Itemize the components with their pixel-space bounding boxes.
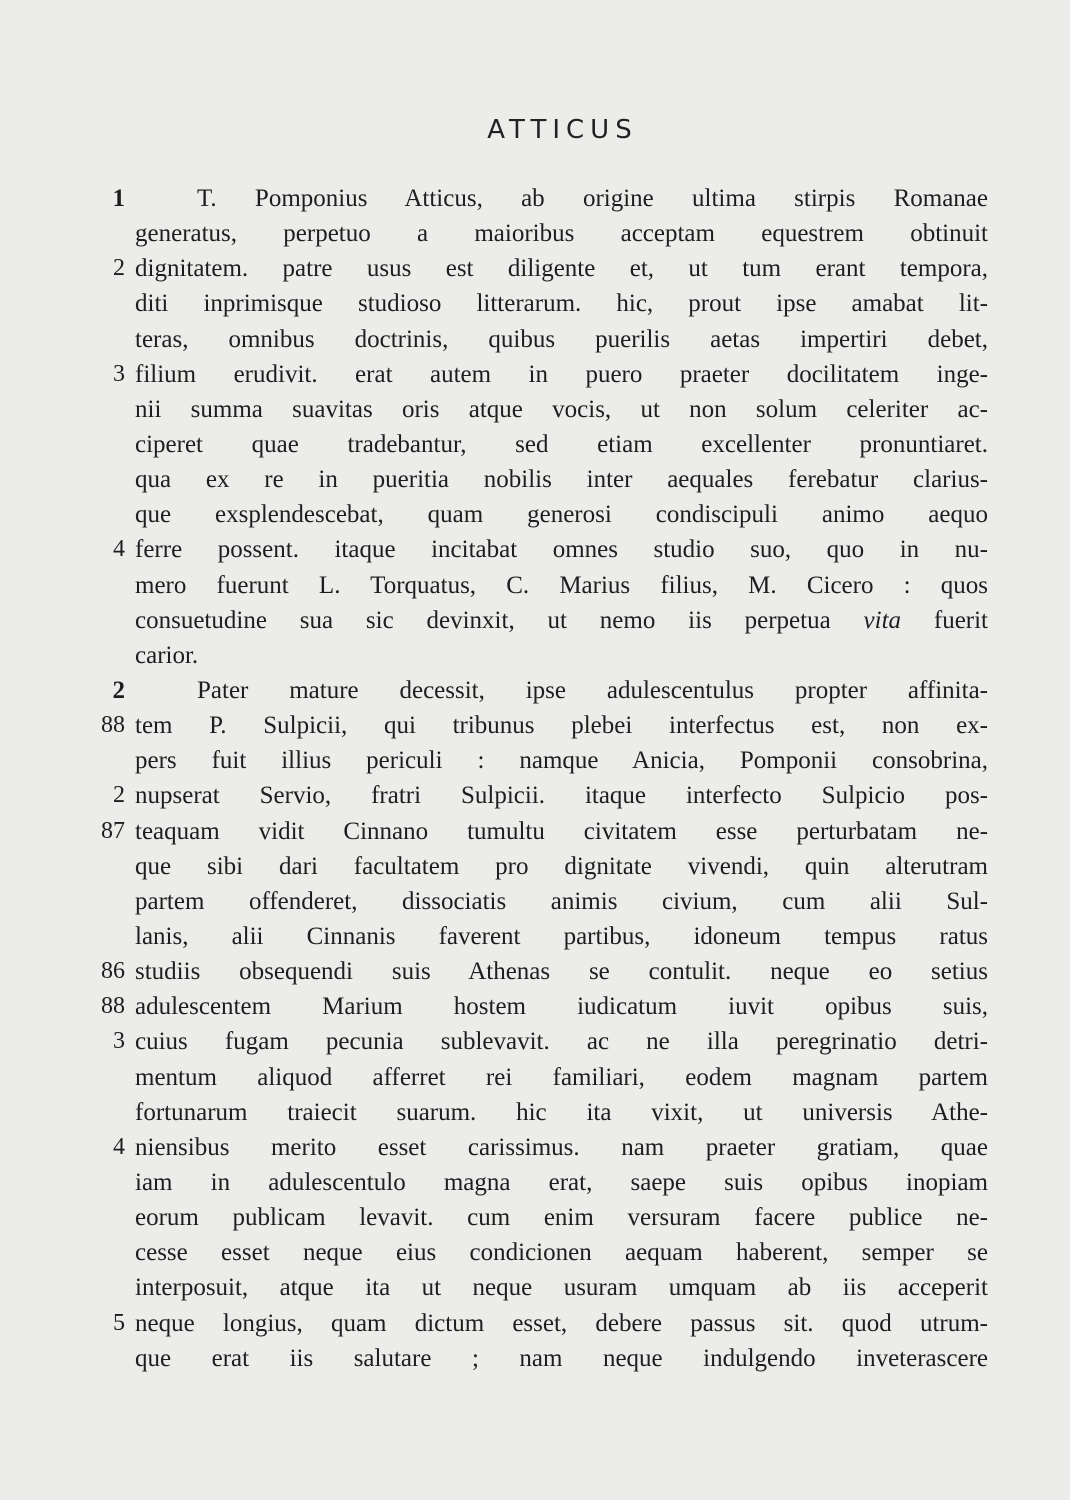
text-line	[0, 884, 1070, 919]
chapter-number: 1	[112, 185, 125, 212]
text-line	[0, 286, 1070, 321]
text-line	[0, 778, 1070, 813]
text-body	[0, 181, 1070, 1376]
text-line	[0, 708, 1070, 743]
line-text: ciperet quae tradebantur, sed etiam excellenter pronuntiaret.	[135, 430, 988, 458]
text-line	[0, 1270, 1070, 1305]
text-line	[0, 603, 1070, 638]
line-text: interposuit, atque ita ut neque usuram umquam ab iis acceperit	[135, 1274, 988, 1302]
margin-number: 3	[113, 360, 125, 387]
line-text: qua ex re in pueritia nobilis inter aequales ferebatur clarius-	[135, 466, 988, 494]
line-text: studiis obsequendi suis Athenas se contulit. neque eo setius	[135, 958, 988, 986]
line-text: teras, omnibus doctrinis, quibus puerilis aetas impertiri debet,	[135, 325, 988, 353]
line-text: que exsplendescebat, quam generosi condiscipuli animo aequo	[135, 501, 988, 529]
text-line	[0, 1130, 1070, 1165]
text-line	[0, 322, 1070, 357]
line-text-part: fuerit	[901, 606, 988, 634]
line-text: nupserat Servio, fratri Sulpicii. itaque interfecto Sulpicio pos-	[135, 782, 988, 810]
line-text: mentum aliquod afferret rei familiari, eodem magnam partem	[135, 1063, 988, 1091]
text-line	[0, 251, 1070, 286]
line-text: adulescentem Marium hostem iudicatum iuvit opibus suis,	[135, 993, 988, 1021]
text-line	[0, 392, 1070, 427]
margin-number: 88	[101, 993, 125, 1020]
margin-number: 3	[113, 1028, 125, 1055]
margin-number: 4	[113, 536, 125, 563]
text-line	[0, 1235, 1070, 1270]
margin-number: 86	[101, 958, 125, 985]
margin-number: 5	[113, 1309, 125, 1336]
line-text: que sibi dari facultatem pro dignitate vivendi, quin alterutram	[135, 852, 988, 880]
text-line	[0, 989, 1070, 1024]
line-text: ferre possent. itaque incitabat omnes studio suo, quo in nu-	[135, 536, 988, 564]
line-text: teaquam vidit Cinnano tumultu civitatem esse perturbatam ne-	[135, 817, 988, 845]
line-text: cesse esset neque eius condicionen aequam haberent, semper se	[135, 1239, 988, 1267]
margin-number: 87	[101, 817, 125, 844]
line-text-part: consuetudine sua sic devinxit, ut nemo iis perpetua	[135, 606, 864, 634]
line-text: mero fuerunt L. Torquatus, C. Marius filius, M. Cicero : quos	[135, 571, 988, 599]
text-line	[0, 1341, 1070, 1376]
line-text: niensibus merito esset carissimus. nam praeter gratiam, quae	[135, 1133, 988, 1161]
page-title: ATTICUS	[487, 115, 638, 145]
text-line	[0, 462, 1070, 497]
line-text: tem P. Sulpicii, qui tribunus plebei interfectus est, non ex-	[135, 712, 988, 740]
line-text: generatus, perpetuo a maioribus acceptam equestrem obtinuit	[135, 220, 988, 248]
line-text: pers fuit illius periculi : namque Anicia, Pomponii consobrina,	[135, 747, 988, 775]
text-line	[0, 497, 1070, 532]
line-text: eorum publicam levavit. cum enim versuram facere publice ne-	[135, 1204, 988, 1232]
line-text: Pater mature decessit, ipse adulescentulus propter affinita-	[197, 676, 988, 704]
text-line	[0, 1306, 1070, 1341]
text-line	[0, 1200, 1070, 1235]
text-line	[0, 216, 1070, 251]
text-line	[0, 1165, 1070, 1200]
chapter-number: 2	[112, 676, 125, 704]
text-line	[0, 919, 1070, 954]
text-line	[0, 673, 1070, 708]
line-text: cuius fugam pecunia sublevavit. ac ne illa peregrinatio detri-	[135, 1028, 988, 1056]
line-text: que erat iis salutare ; nam neque indulgendo inveterascere	[135, 1344, 988, 1372]
line-text: nii summa suavitas oris atque vocis, ut non solum celeriter ac-	[135, 395, 988, 423]
italic-word: vita	[863, 606, 902, 634]
text-line	[0, 814, 1070, 849]
line-text: neque longius, quam dictum esset, debere passus sit. quod utrum-	[135, 1309, 988, 1337]
text-line	[0, 849, 1070, 884]
line-text: fortunarum traiecit suarum. hic ita vixit, ut universis Athe-	[135, 1098, 988, 1126]
line-text: lanis, alii Cinnanis faverent partibus, idoneum tempus ratus	[135, 922, 988, 950]
text-line	[0, 532, 1070, 567]
line-text: dignitatem. patre usus est diligente et, ut tum erant tempora,	[135, 255, 988, 283]
text-line	[0, 1095, 1070, 1130]
text-line	[0, 181, 1070, 216]
margin-number: 4	[113, 1133, 125, 1160]
line-text: carior.	[135, 641, 199, 669]
line-text: partem offenderet, dissociatis animis civium, cum alii Sul-	[135, 887, 988, 915]
margin-number: 2	[113, 255, 125, 282]
line-text: filium erudivit. erat autem in puero praeter docilitatem inge-	[135, 360, 988, 388]
text-line	[0, 743, 1070, 778]
text-line	[0, 357, 1070, 392]
line-text: diti inprimisque studioso litterarum. hic, prout ipse amabat lit-	[135, 290, 988, 318]
text-line	[0, 954, 1070, 989]
line-text: iam in adulescentulo magna erat, saepe suis opibus inopiam	[135, 1168, 988, 1196]
line-text	[135, 603, 988, 638]
text-line	[0, 568, 1070, 603]
text-line	[0, 638, 1070, 673]
text-line	[0, 1060, 1070, 1095]
margin-number: 88	[101, 712, 125, 739]
margin-number: 2	[113, 782, 125, 809]
text-line	[0, 1024, 1070, 1059]
text-line	[0, 427, 1070, 462]
line-text: T. Pomponius Atticus, ab origine ultima stirpis Romanae	[197, 185, 988, 212]
